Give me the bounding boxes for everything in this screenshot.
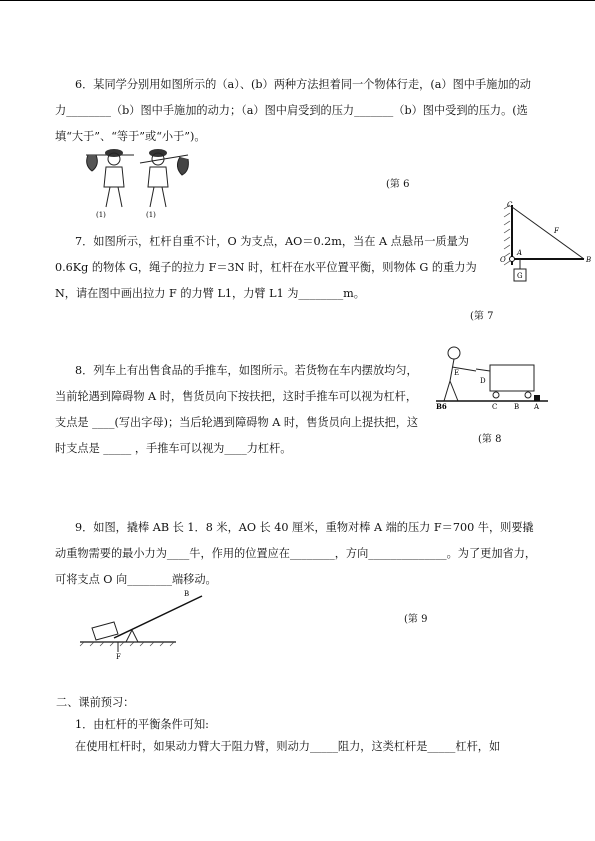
figure-7-label-a: A	[517, 249, 523, 257]
figure-7-label-o: O	[500, 256, 506, 264]
figure-8-marker: B6	[436, 402, 447, 411]
figure-7-label-f: F	[554, 227, 559, 235]
figure-7-caption: (第 7	[470, 311, 494, 322]
figure-6-caption: (第 6	[386, 179, 410, 190]
section-2-item-1: 1．由杠杆的平衡条件可知:	[75, 718, 209, 731]
figure-9-crowbar	[80, 590, 210, 660]
figure-6-label-b: (1)	[146, 211, 156, 219]
figure-8-label-b: B	[514, 403, 520, 411]
figure-8-caption: (第 8	[478, 434, 502, 445]
figure-7-lever	[492, 197, 592, 289]
question-7-text: 7．如图所示，杠杆自重不计，O 为支点，AO＝0.2m，当在 A 点悬吊一质量为 0.6Kg 的物体 G，绳子的拉力 F＝3N 时，杠杆在水平位置平衡，则物体 G 的重力为 N，请在图中画出拉力 F 的力臂 L1，力臂 L1 为________m。	[55, 235, 488, 300]
figure-9-label-b: B	[184, 590, 190, 598]
figure-7-label-g: G	[517, 272, 523, 280]
figure-8-label-a: A	[534, 403, 540, 411]
figure-8-label-e: E	[454, 369, 460, 377]
carrier-a-figure	[86, 149, 134, 207]
figure-8-trolley	[432, 343, 550, 409]
question-9-text: 9．如图，撬棒 AB 长 1．8 米，AO 长 40 厘米，重物对棒 A 端的压力 F＝700 牛，则要撬动重物需要的最小力为____牛，作用的位置应在________，方向______________。为了更加省力，可将支点 O 向________端移动。	[55, 521, 537, 586]
figure-7-label-c: C	[507, 201, 513, 209]
figure-9-caption: (第 9	[404, 614, 428, 625]
figure-9-label-f: F	[116, 653, 121, 661]
carrier-b-figure	[140, 149, 188, 207]
question-8-text: 8．列车上有出售食品的手推车，如图所示。若货物在车内摆放均匀，当前轮遇到障碍物 A 时，售货员向下按扶把，这时手推车可以视为杠杆，支点是 ____(写出字母)；当后轮遇到障碍物 A 时，售货员向上提扶把，这时支点是 _____ ，手推车可以视为____力杠杆。	[55, 364, 419, 455]
section-2-item-1-body: 在使用杠杆时，如果动力臂大于阻力臂，则动力_____阻力，这类杠杆是_____杠杆，如	[75, 740, 501, 753]
figure-8-label-c: C	[492, 403, 498, 411]
figure-8-label-d: D	[480, 377, 486, 385]
page-top-rule	[0, 0, 595, 1]
figure-7-label-b: B	[586, 256, 592, 264]
section-2-heading: 二、课前预习：	[56, 696, 135, 709]
figure-6-two-carriers	[82, 143, 192, 223]
question-6-text: 6．某同学分别用如图所示的（a）、(b）两种方法担着同一个物体行走，(a）图中手施加的动力________（b）图中手施加的动力；（a）图中肩受到的压力_______（b）图中受到的压力。(选填“大于”、“等于”或“小于”)。	[55, 78, 531, 143]
figure-6-label-a: (1)	[96, 211, 106, 219]
